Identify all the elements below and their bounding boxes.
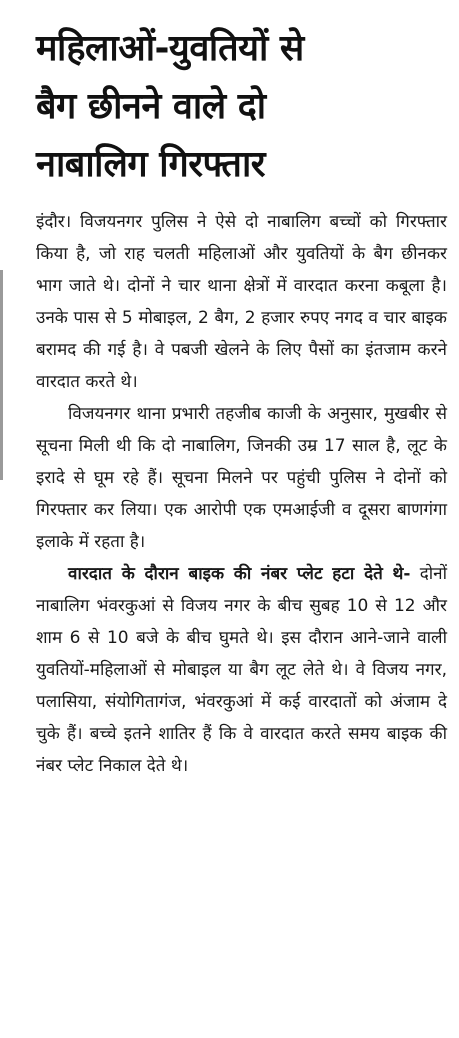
article-body (36, 206, 447, 782)
article-paragraph-2 (36, 398, 447, 558)
paragraph-3-text: दोनों नाबालिग भंवरकुआं से विजय नगर के बीच सुबह 10 से 12 और शाम 6 से 10 बजे के बीच घुमते थे। इस दौरान आने-जाने वाली युवतियों-महिलाओं से मोबाइल या बैग लूट लेते थे। वे विजय नगर, पलासिया, संयोगितागंज, भंवरकुआं में कई वारदातों को अंजाम दे चुके हैं। बच्चे इतने शातिर हैं कि वे वारदात करते समय बाइक की नंबर प्लेट निकाल देते थे। (36, 564, 448, 776)
article-paragraph-1 (36, 206, 447, 398)
article-headline: महिलाओं-युवतियों से बैग छीनने वाले दो नाबालिग गिरफ्तार (36, 28, 304, 185)
paragraph-2-text: विजयनगर थाना प्रभारी तहजीब काजी के अनुसार, मुखबीर से सूचना मिली थी कि दो नाबालिग, जिनकी उम्र 17 साल है, लूट के इरादे से घूम रहे हैं। सूचना मिलने पर पहुंची पुलिस ने दोनों को गिरफ्तार कर लिया। एक आरोपी एक एमआईजी व दूसरा बाणगंगा इलाके में रहता है। (36, 404, 447, 552)
article-paragraph-3 (36, 558, 447, 782)
paragraph-1-text: इंदौर। विजयनगर पुलिस ने ऐसे दो नाबालिग बच्चों को गिरफ्तार किया है, जो राह चलती महिलाओं और युवतियों के बैग छीनकर भाग जाते थे। दोनों ने चार थाना क्षेत्रों में वारदात करना कबूला है। उनके पास से 5 मोबाइल, 2 बैग, 2 हजार रुपए नगद व चार बाइक बरामद की गई है। वे पबजी खेलने के लिए पैसों का इंतजाम करने वारदात करते थे। (36, 212, 447, 392)
paragraph-3-subheading: वारदात के दौरान बाइक की नंबर प्लेट हटा देते थे- (68, 564, 411, 584)
